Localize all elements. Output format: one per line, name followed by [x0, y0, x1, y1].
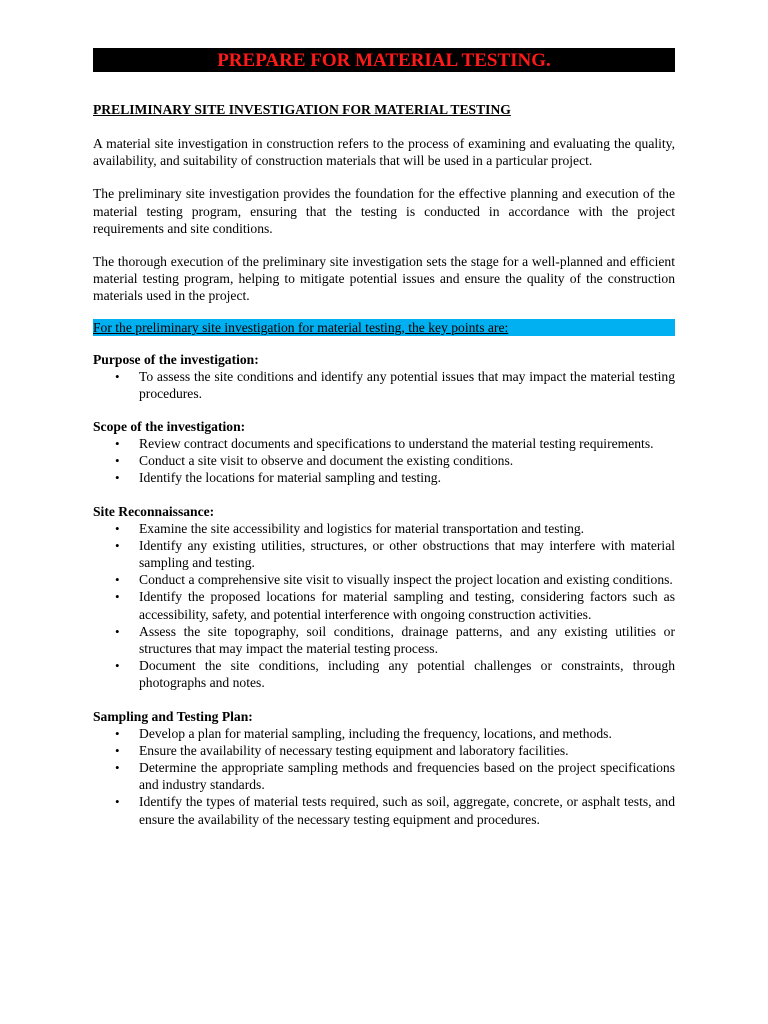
- bullet-icon: •: [115, 470, 120, 486]
- section-heading-sampling-testing-plan: Sampling and Testing Plan:: [93, 708, 253, 724]
- list-item: • Identify the types of material tests required, such as soil, aggregate, concrete, or asphalt tests, and ensure the availability of the necessary testing equipment and procedures.: [115, 794, 675, 827]
- bullet-icon: •: [115, 436, 120, 452]
- list-item: • Determine the appropriate sampling methods and frequencies based on the project specifications and industry standards.: [115, 760, 675, 793]
- list-item: • Conduct a site visit to observe and document the existing conditions.: [115, 453, 514, 469]
- list-item: • Identify the locations for material sampling and testing.: [115, 470, 442, 486]
- bullet-icon: •: [115, 537, 120, 553]
- list-item: • Develop a plan for material sampling, including the frequency, locations, and methods.: [115, 725, 612, 741]
- bullet-icon: •: [115, 572, 120, 588]
- list-item: • Assess the site topography, soil conditions, drainage patterns, and any existing utilities or structures that may impact the material testing process.: [115, 623, 675, 657]
- list-item: • Identify the proposed locations for material sampling and testing, considering factors such as accessibility, safety, and potential interference with ongoing construction activities.: [115, 589, 675, 622]
- paragraph-foundation: The preliminary site investigation provides the foundation for the effective planning and execution of the material testing program, ensuring that the testing is conducted in accordance with the project requirements and site conditions.: [93, 186, 675, 236]
- list-item: • Review contract documents and specifications to understand the material testing requirements.: [115, 436, 654, 452]
- section-heading-purpose: Purpose of the investigation:: [93, 351, 259, 367]
- paragraph-execution: The thorough execution of the preliminary site investigation sets the stage for a well-planned and efficient material testing program, helping to mitigate potential issues and ensure the quality of the construction materials used in the project.: [93, 254, 675, 304]
- bullet-icon: •: [115, 725, 120, 741]
- bullet-icon: •: [115, 368, 120, 384]
- bullet-list-scope: [93, 435, 675, 487]
- list-item: • Conduct a comprehensive site visit to visually inspect the project location and existing conditions.: [115, 572, 673, 588]
- bullet-icon: •: [115, 742, 120, 758]
- list-item: • Examine the site accessibility and logistics for material transportation and testing.: [115, 520, 585, 536]
- bullet-icon: •: [115, 623, 120, 639]
- document-title: PREPARE FOR MATERIAL TESTING.: [217, 50, 551, 71]
- section-heading-scope: Scope of the investigation:: [93, 419, 246, 435]
- document-page: [93, 48, 675, 828]
- paragraph-intro: A material site investigation in construction refers to the process of examining and evaluating the quality, availability, and suitability of construction materials that will be used in a particular project.: [93, 136, 675, 169]
- bullet-icon: •: [115, 794, 120, 810]
- list-item: • Identify any existing utilities, structures, or other obstructions that may interfere with material sampling and testing.: [115, 537, 675, 571]
- section-heading-site-reconnaissance: Site Reconnaissance:: [93, 503, 215, 519]
- key-points-highlight: For the preliminary site investigation for material testing, the key points are:: [93, 319, 675, 336]
- list-item: • Ensure the availability of necessary testing equipment and laboratory facilities.: [115, 742, 569, 758]
- bullet-list-sampling-testing-plan: [93, 725, 675, 828]
- bullet-list-site-reconnaissance: [93, 520, 675, 692]
- bullet-icon: •: [115, 520, 120, 536]
- bullet-icon: •: [115, 589, 120, 605]
- title-banner: [93, 48, 675, 72]
- bullet-icon: •: [115, 760, 120, 776]
- bullet-icon: •: [115, 658, 120, 674]
- bullet-icon: •: [115, 453, 120, 469]
- section-subtitle: PRELIMINARY SITE INVESTIGATION FOR MATERIAL TESTING: [93, 102, 511, 117]
- list-item: • Document the site conditions, including any potential challenges or constraints, through photographs and notes.: [115, 658, 675, 691]
- bullet-list-purpose: [93, 368, 675, 402]
- list-item: • To assess the site conditions and identify any potential issues that may impact the material testing procedures.: [115, 368, 675, 401]
